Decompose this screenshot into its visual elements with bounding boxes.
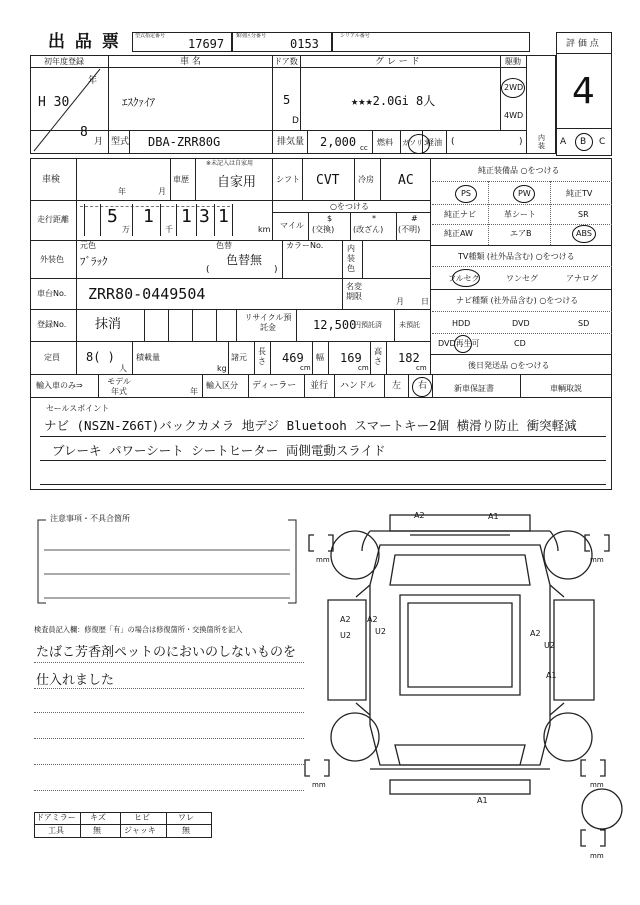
tv-oneseg: ワンセグ	[506, 274, 538, 283]
dealer-label: ディーラー	[252, 381, 297, 391]
caution-label: 注意事項・不具合箇所	[50, 514, 130, 523]
sales-label: セールスポイント	[46, 404, 110, 413]
mark-rear-a1: A1	[477, 796, 488, 805]
mirror-h3: ヒビ	[134, 813, 150, 822]
ac-label: 冷房	[358, 175, 374, 184]
interior-label: 内装	[538, 134, 545, 150]
chassis-value: ZRR80-0449504	[88, 285, 206, 303]
mileage-unit-1: 万	[122, 225, 130, 234]
load-label: 積載量	[136, 353, 160, 362]
capacity-value: 8( )	[86, 350, 115, 364]
length-unit: cm	[300, 364, 311, 372]
paren-close: )	[519, 137, 523, 147]
mirror-v3: ジャッキ	[124, 826, 156, 835]
repaint-paren-close: )	[274, 265, 278, 275]
model-designation-value: 17697	[188, 37, 225, 51]
mark-star: *	[372, 214, 376, 223]
navi-sd: SD	[578, 319, 590, 328]
import-type-label: 輸入区分	[206, 381, 238, 390]
first-reg-year-unit: 年	[88, 76, 98, 86]
paren-open: (	[451, 137, 455, 147]
caution-bracket	[36, 518, 298, 606]
inspection-month-unit: 月	[158, 187, 166, 196]
interior-c: C	[599, 137, 606, 147]
orig-color-value: ﾌﾞﾗｯｸ	[80, 255, 108, 268]
left-label: 左	[392, 381, 402, 391]
displacement-unit: cc	[360, 144, 368, 152]
mile-label: マイル	[280, 221, 304, 230]
load-unit: kg	[217, 364, 227, 373]
repaint-label: 色替	[216, 241, 232, 250]
equip-abs: ABS	[576, 229, 592, 238]
right-label: 右	[418, 381, 428, 391]
tv-fullseg-circle	[452, 269, 480, 287]
inspector-label: 検査員記入欄：修復歴「有」の場合は修復箇所・交換箇所を記入	[34, 625, 243, 634]
navi-dvd: DVD	[512, 319, 530, 328]
ac-value: AC	[398, 173, 414, 188]
equip-abs-circle	[572, 225, 596, 243]
mirror-h1: ドアミラー	[36, 813, 76, 822]
int-color-label: 内装色	[347, 244, 355, 273]
equip-leather: 革シート	[504, 210, 536, 219]
width-label: 幅	[316, 353, 324, 362]
equip-navi: 純正ナビ	[444, 210, 476, 219]
tv-analog: アナログ	[566, 274, 598, 283]
mileage-digit-2: 1	[143, 206, 154, 227]
drive-4wd: 4WD	[504, 111, 524, 120]
displacement-label: 排気量	[277, 137, 305, 147]
fuel-value: ガソリン	[402, 139, 430, 147]
navi-dvd-play-circle	[454, 335, 472, 353]
equip-title: 純正装備品 ○をつける	[478, 166, 560, 175]
mark-right-u2: U2	[544, 641, 555, 650]
chassis-label: 車台No.	[37, 289, 67, 298]
ship-warranty: 新車保証書	[454, 384, 494, 393]
right-circle	[412, 377, 432, 397]
navi-dvd-play: DVD再生可	[438, 339, 480, 348]
mileage-digit-3: 1	[181, 206, 192, 227]
sales-line1: ナビ (NSZN-Z66T)バックカメラ 地デジ Bluetooh スマートキー2個 横滑り防止 衝突軽減	[44, 418, 577, 433]
shift-value: CVT	[316, 173, 340, 188]
rating-label: 評 価 点	[566, 39, 599, 49]
capacity-label: 定員	[44, 353, 60, 362]
mileage-unit-2: 千	[165, 225, 173, 234]
mark-dollar-sub: (交換)	[312, 225, 335, 234]
car-name-label: 車 名	[180, 57, 201, 67]
inspection-year-unit: 年	[118, 187, 126, 196]
mark-hash-sub: (不明)	[398, 225, 421, 234]
ext-color-label: 外装色	[40, 255, 64, 264]
width-value: 169	[340, 351, 362, 365]
parallel-label: 並行	[310, 381, 329, 391]
height-unit: cm	[416, 364, 427, 372]
model-designation-label: 型式指定番号	[135, 33, 166, 39]
name-change-label: 名変期限	[346, 282, 362, 301]
grade-value: ★★★2.0Gi 8人	[351, 94, 436, 108]
history-note: ※未記入は自家用	[206, 160, 254, 167]
length-label: 長さ	[258, 347, 266, 366]
notes-line2: 仕入れました	[36, 673, 115, 688]
doors-label: ドア数	[274, 57, 298, 66]
mark-hash: #	[411, 214, 418, 223]
category-label: 類別区分番号	[236, 33, 267, 39]
model-value: DBA-ZRR80G	[148, 135, 221, 149]
mark-left-a2: A2	[340, 615, 351, 624]
mark-star-sub: (改ざん)	[353, 225, 384, 234]
mileage-label: 走行距離	[37, 215, 69, 224]
equip-airbag: エアB	[510, 229, 532, 238]
first-reg-label: 初年度登録	[44, 57, 84, 66]
interior-b-circle	[575, 133, 593, 151]
diesel-label: 軽油	[426, 138, 442, 147]
dims-label: 諸元	[231, 353, 247, 362]
mark-note: ○をつける	[330, 202, 369, 211]
drive-2wd: 2WD	[504, 83, 524, 92]
drive-label: 駆動	[505, 57, 521, 66]
grade-label: グ レ ー ド	[375, 57, 420, 67]
serial-label: シリアル番号	[340, 33, 370, 39]
category-value: 0153	[290, 37, 319, 51]
mark-front-a1: A1	[488, 512, 499, 521]
mm-fl: mm	[316, 556, 330, 564]
recycle-status: 円預託済	[354, 321, 382, 329]
first-reg-month: 8	[80, 125, 88, 140]
equip-ps-circle	[455, 185, 477, 203]
first-reg-era: H 30	[38, 95, 70, 110]
recycle-label: リサイクル預託金	[244, 313, 292, 332]
car-name-value: ｴｽｸｧｲｱ	[122, 96, 155, 109]
ship-manual: 車輌取説	[550, 384, 582, 393]
equip-ps: PS	[461, 189, 471, 198]
doors-value: 5	[283, 93, 291, 107]
history-value: 自家用	[217, 175, 257, 190]
mm-rr: mm	[590, 781, 604, 789]
shift-label: シフト	[276, 175, 300, 184]
mm-rl: mm	[312, 781, 326, 789]
interior-b: B	[580, 137, 587, 147]
equip-pw: PW	[518, 189, 531, 198]
mileage-digit-4: 3	[199, 206, 210, 227]
recycle-value: 12,500	[313, 318, 357, 332]
model-year-unit: 年	[190, 387, 198, 396]
equip-pw-circle	[513, 185, 535, 203]
form-title: 出 品 票	[48, 32, 121, 52]
mark-door-u2: U2	[375, 627, 386, 636]
doors-sub: D	[292, 116, 299, 126]
repaint-value: 色替無	[226, 253, 263, 267]
rating-value: 4	[572, 71, 595, 112]
history-label: 車歴	[173, 175, 189, 184]
tv-title: TV種類 (社外品含む) ○をつける	[458, 252, 575, 261]
mm-fr: mm	[590, 556, 604, 564]
mark-dollar: $	[327, 214, 333, 223]
orig-color-label: 元色	[80, 241, 96, 250]
displacement-value: 2,000	[320, 135, 357, 149]
repaint-paren-open: (	[206, 265, 210, 275]
mirror-h2: キズ	[90, 813, 106, 822]
mileage-digit-5: 1	[218, 206, 229, 227]
mark-right-a1: A1	[546, 671, 557, 680]
mileage-digit-1: 5	[107, 206, 118, 227]
car-damage-diagram	[300, 505, 630, 870]
mirror-v4: 無	[182, 826, 190, 835]
width-unit: cm	[358, 364, 369, 372]
mirror-v1: 工具	[48, 826, 64, 835]
sales-line2: ブレーキ パワーシート シートヒーター 両側電動スライド	[52, 443, 386, 458]
name-change-month: 月	[396, 297, 404, 306]
first-reg-month-unit: 月	[94, 137, 104, 147]
mileage-unit: km	[258, 225, 271, 234]
reg-no-value: 抹消	[95, 317, 122, 332]
equip-tv: 純正TV	[566, 189, 593, 198]
handle-label: ハンドル	[340, 381, 377, 391]
inspection-label: 車検	[42, 175, 61, 185]
name-change-day: 日	[421, 297, 429, 306]
equip-aw: 純正AW	[444, 229, 473, 238]
fuel-label: 燃料	[377, 138, 393, 147]
capacity-unit: 人	[119, 364, 127, 373]
mark-door-a2: A2	[367, 615, 378, 624]
height-label: 高さ	[374, 347, 382, 366]
navi-hdd: HDD	[452, 319, 471, 328]
drive-2wd-circle	[501, 78, 525, 98]
color-no-label: カラーNo.	[286, 241, 324, 250]
notes-line1: たばこ芳香剤ペットのにおいのしないものを	[36, 645, 297, 660]
mark-front-a2: A2	[414, 511, 425, 520]
interior-a: A	[560, 137, 567, 147]
tv-fullseg: フルセグ	[448, 274, 480, 283]
mirror-v2: 無	[93, 826, 101, 835]
mark-right-a2: A2	[530, 629, 541, 638]
recycle-unpaid: 未預託	[399, 321, 420, 329]
model-label: 型式	[111, 137, 130, 147]
navi-cd: CD	[514, 339, 526, 348]
equip-sr: SR	[578, 210, 589, 219]
mirror-h4: ワレ	[178, 813, 194, 822]
import-label: 輸入車のみ⇒	[36, 381, 83, 390]
length-value: 469	[282, 351, 304, 365]
reg-no-label: 登録No.	[37, 320, 67, 329]
mark-left-u2: U2	[340, 631, 351, 640]
model-year-label: モデル年式	[107, 377, 131, 396]
navi-title: ナビ種類 (社外品含む) ○をつける	[456, 296, 579, 305]
ship-title: 後日発送品 ○をつける	[468, 361, 550, 370]
mm-spare: mm	[590, 852, 604, 860]
height-value: 182	[398, 351, 420, 365]
